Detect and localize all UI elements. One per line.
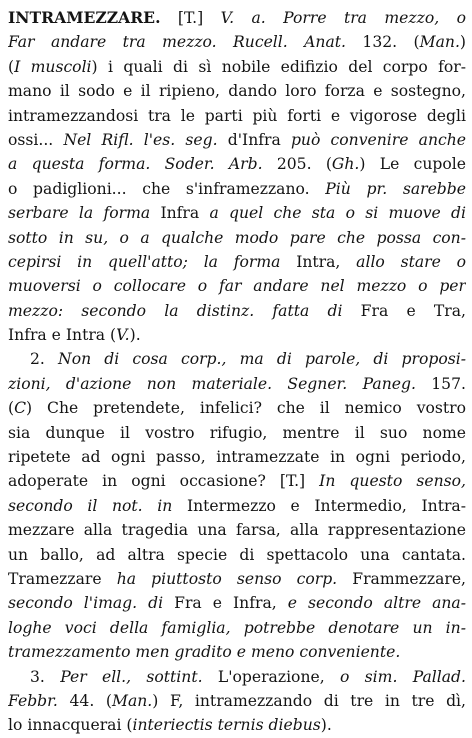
- text-line: [8, 79, 466, 103]
- italic-text: allo stare o: [356, 252, 466, 271]
- italic-text: tramezzamento men gradito e meno conveniente.: [8, 643, 401, 662]
- text-line: [8, 30, 466, 54]
- text-line: [8, 104, 466, 128]
- roman-text: Tramezzare: [8, 569, 117, 588]
- text-line: [8, 274, 466, 298]
- roman-text: Frammezzare,: [352, 569, 466, 588]
- italic-text: ha piuttosto senso corp.: [116, 569, 353, 588]
- italic-text: C: [14, 399, 27, 418]
- italic-text: I muscoli: [14, 57, 92, 76]
- italic-text: Per ell., sottint.: [60, 667, 218, 686]
- roman-text: intramezzandosi tra le parti più forti e vigorose degli: [8, 106, 466, 125]
- roman-text: Intermezzo e Intermedio, Intra-: [186, 496, 466, 515]
- roman-text: d'Infra: [227, 130, 291, 149]
- text-line: [8, 323, 466, 347]
- text-line: [8, 55, 466, 79]
- text-line: [8, 152, 466, 176]
- italic-text: cepirsi in quell'atto; la forma: [8, 252, 297, 271]
- italic-text: Non di cosa corp., ma di parole, di proposi-: [58, 350, 466, 369]
- italic-text: a questa forma. Soder. Arb.: [8, 155, 277, 174]
- italic-text: a quel che sta o si muove di: [209, 204, 466, 223]
- italic-text: secondo il not. in: [8, 496, 187, 515]
- roman-text: Infra: [160, 204, 210, 223]
- italic-text: V.: [116, 326, 130, 345]
- text-line: [8, 567, 466, 591]
- roman-text: ) Che pretendete, infelici? che il nemico vostro: [26, 399, 466, 418]
- text-line: [8, 226, 466, 250]
- italic-text: serbare la forma: [8, 204, 161, 223]
- text-line: [8, 396, 466, 420]
- italic-text: e secondo altre ana-: [287, 594, 466, 613]
- italic-text: Far andare tra mezzo. Rucell. Anat.: [8, 33, 363, 52]
- text-line: [8, 6, 466, 30]
- roman-text: lo innacquerai (: [8, 716, 133, 735]
- text-line: [8, 128, 466, 152]
- italic-text: sotto in su, o a qualche modo pare che possa con-: [8, 228, 466, 247]
- roman-text: mezzare alla tragedia una farsa, alla rappresentazione: [8, 521, 466, 540]
- roman-text: 2.: [30, 350, 59, 369]
- text-line: [8, 177, 466, 201]
- roman-text: L'operazione,: [217, 667, 340, 686]
- roman-text: Intra,: [296, 252, 357, 271]
- roman-text: Fra e Tra,: [360, 301, 466, 320]
- roman-text: (: [8, 57, 15, 76]
- roman-text: ) i quali di sì nobile edifizio del corpo for-: [91, 57, 466, 76]
- italic-text: zioni, d'azione non materiale. Segner. Paneg.: [8, 374, 432, 393]
- text-line: [8, 347, 466, 371]
- italic-text: V. a. Porre tra mezzo, o: [220, 9, 466, 27]
- roman-text: mano il sodo e il ripieno, dando loro forza e sostegno,: [8, 82, 466, 101]
- text-line: [8, 713, 466, 737]
- roman-text: 205. (: [276, 155, 332, 174]
- italic-text: Più pr. sarebbe: [325, 179, 466, 198]
- text-line: [8, 543, 466, 567]
- roman-text: adoperate in ogni occasione? [T.]: [8, 472, 320, 491]
- roman-text: 132. (: [362, 33, 420, 52]
- text-line: [8, 299, 466, 323]
- italic-text: Nel Rifl. l'es. seg.: [63, 130, 228, 149]
- text-line: [8, 469, 466, 493]
- text-line: [8, 616, 466, 640]
- italic-text: mezzo: secondo la distinz. fatta di: [8, 301, 361, 320]
- text-line: [8, 372, 466, 396]
- roman-text: ripetete ad ogni passo, intramezzate in ogni periodo,: [8, 448, 466, 467]
- italic-text: interiectis ternis diebus: [132, 716, 321, 735]
- text-line: [8, 445, 466, 469]
- italic-text: o sim. Pallad.: [339, 667, 466, 686]
- roman-text: o padiglioni... che s'inframezzano.: [8, 179, 326, 198]
- text-line: [8, 640, 466, 664]
- text-line: [8, 665, 466, 689]
- text-line: [8, 201, 466, 225]
- italic-text: secondo l'imag. di: [8, 594, 175, 613]
- text-line: [8, 250, 466, 274]
- roman-text: ossi...: [8, 130, 64, 149]
- roman-text: Fra e Infra,: [174, 594, 288, 613]
- roman-text: sia dunque il vostro rifugio, mentre il suo nome: [8, 423, 466, 442]
- italic-text: può convenire anche: [290, 130, 466, 149]
- italic-text: Man.: [419, 33, 460, 52]
- entry-intramezzare: [8, 6, 466, 738]
- italic-text: Man.: [111, 691, 153, 710]
- roman-text: 44. (: [69, 691, 112, 710]
- roman-text: 157.: [431, 374, 466, 393]
- roman-text: ) F, intramezzando di tre in tre dì,: [152, 691, 466, 710]
- italic-text: muoversi o collocare o far andare nel mezzo o per: [8, 277, 466, 296]
- text-line: [8, 518, 466, 542]
- headword: INTRAMEZZARE.: [8, 8, 161, 27]
- text-line: [8, 494, 466, 518]
- roman-text: ) Le cupole: [359, 155, 466, 174]
- italic-text: loghe voci della famiglia, potrebbe denotare un in-: [8, 618, 466, 637]
- roman-text: un ballo, ad altra specie di spettacolo una cantata.: [8, 545, 466, 564]
- roman-text: 3.: [30, 667, 61, 686]
- roman-text: [T.]: [160, 9, 221, 27]
- roman-text: (: [8, 399, 15, 418]
- text-line: [8, 689, 466, 713]
- roman-text: ).: [320, 716, 332, 735]
- text-line: [8, 591, 466, 615]
- roman-text: Infra e Intra (: [8, 326, 117, 345]
- roman-text: ): [459, 33, 466, 52]
- italic-text: In questo senso,: [319, 472, 466, 491]
- italic-text: Febbr.: [8, 691, 70, 710]
- text-line: [8, 421, 466, 445]
- italic-text: Gh.: [331, 155, 360, 174]
- roman-text: ).: [129, 326, 141, 345]
